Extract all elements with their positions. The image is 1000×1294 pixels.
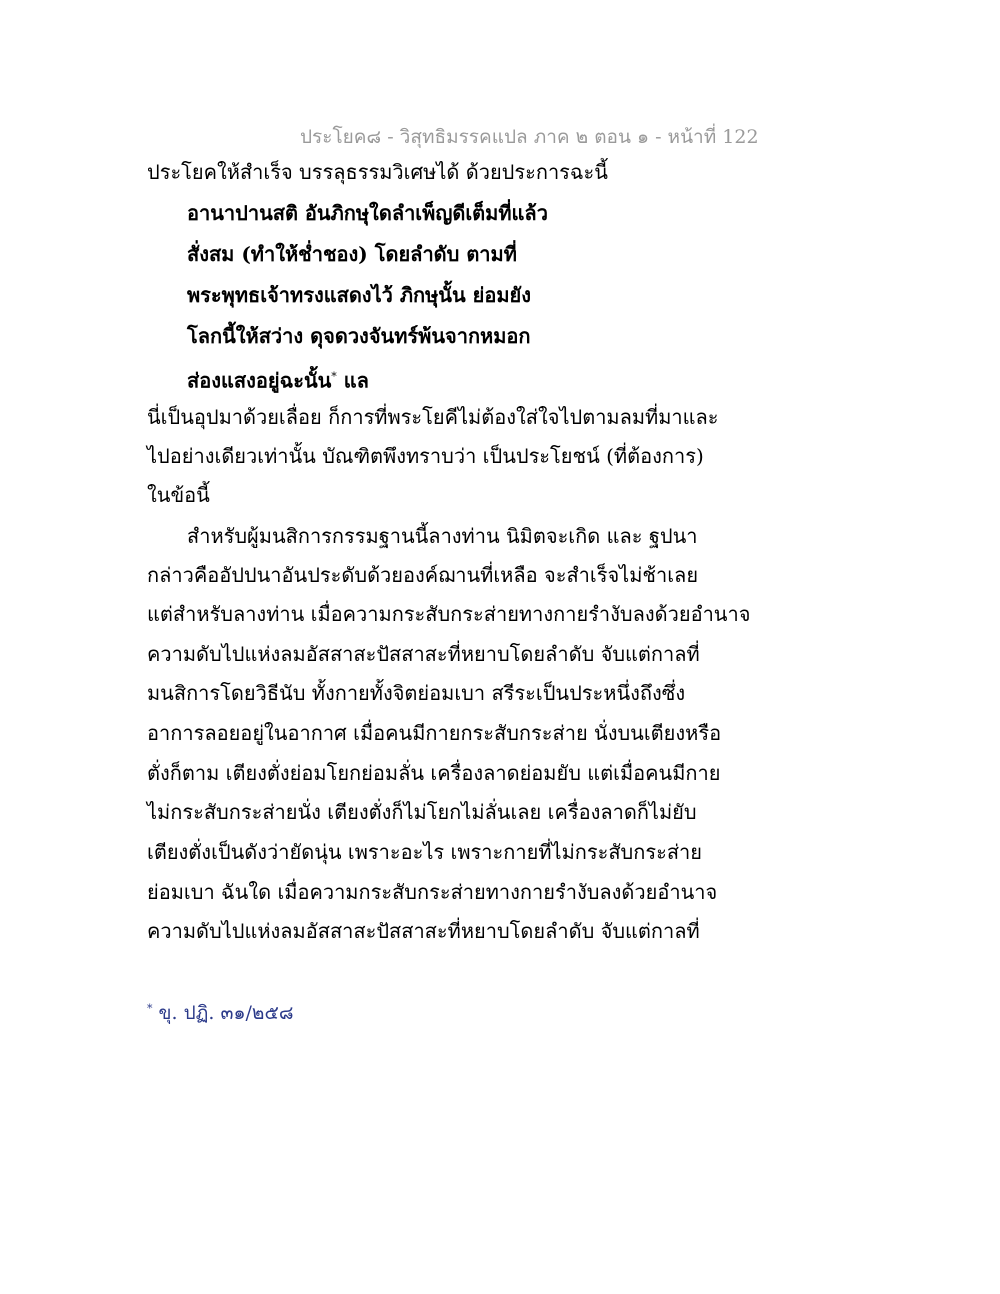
paragraph-first-line: สำหรับผู้มนสิการกรรมฐานนี้ลางท่าน นิมิตจะเกิด และ ฐปนา [187, 524, 698, 548]
body-line: แต่สำหรับลางท่าน เมื่อความกระสับกระส่ายทางกายรำงับลงด้วยอำนาจ [147, 602, 751, 626]
verse-line: อานาปานสติ อันภิกษุใดลำเพ็ญดีเต็มที่แล้ว [187, 201, 548, 225]
body-line: เตียงตั่งเป็นดังว่ายัดนุ่น เพราะอะไร เพราะกายที่ไม่กระสับกระส่าย [147, 840, 702, 864]
body-line: ตั่งก็ตาม เตียงตั่งย่อมโยกย่อมลั่น เครื่องลาดย่อมยับ แต่เมื่อคนมีกาย [147, 761, 721, 785]
body-line: ไม่กระสับกระส่ายนั่ง เตียงตั่งก็ไม่โยกไม่ลั่นเลย เครื่องลาดก็ไม่ยับ [147, 800, 697, 824]
verse-line: สั่งสม (ทำให้ช่ำชอง) โดยลำดับ ตามที่ [187, 242, 517, 266]
body-line: ประโยคให้สำเร็จ บรรลุธรรมวิเศษได้ ด้วยประการฉะนี้ [147, 160, 608, 184]
body-line: ความดับไปแห่งลมอัสสาสะปัสสาสะที่หยาบโดยลำดับ จับแต่กาลที่ [147, 642, 700, 666]
body-line: กล่าวคืออัปปนาอันประดับด้วยองค์ฌานที่เหลือ จะสำเร็จไม่ช้าเลย [147, 563, 699, 587]
verse-line: พระพุทธเจ้าทรงแสดงไว้ ภิกษุนั้น ย่อมยัง [187, 283, 532, 307]
footnote-text: ขุ. ปฏิ. ๓๑/๒๕๘ [158, 1002, 294, 1024]
footnote-marker: * [147, 1001, 153, 1015]
verse-text: ส่องแสงอยู่ฉะนั้น [187, 368, 332, 393]
verse-line: โลกนี้ให้สว่าง ดุจดวงจันทร์พ้นจากหมอก [187, 324, 531, 348]
verse-line-last [187, 365, 369, 393]
running-header: ประโยค๘ - วิสุทธิมรรคแปล ภาค ๒ ตอน ๑ - หน้าที่ 122 [300, 126, 759, 148]
footnote [147, 998, 293, 1028]
body-line: มนสิการโดยวิธีนับ ทั้งกายทั้งจิตย่อมเบา สรีระเป็นประหนึ่งถึงซึ่ง [147, 681, 686, 705]
body-line: อาการลอยอยู่ในอากาศ เมื่อคนมีกายกระสับกระส่าย นั่งบนเตียงหรือ [147, 721, 722, 745]
verse-text-end: แล [336, 368, 369, 393]
body-line: ความดับไปแห่งลมอัสสาสะปัสสาสะที่หยาบโดยลำดับ จับแต่กาลที่ [147, 919, 700, 943]
body-line: ในข้อนี้ [147, 483, 210, 507]
footnote-reference: * [331, 370, 337, 383]
body-line: นี่เป็นอุปมาด้วยเลื่อย ก็การที่พระโยคีไม่ต้องใส่ใจไปตามลมที่มาและ [147, 405, 719, 429]
body-line: ย่อมเบา ฉันใด เมื่อความกระสับกระส่ายทางกายรำงับลงด้วยอำนาจ [147, 880, 718, 904]
body-line: ไปอย่างเดียวเท่านั้น บัณฑิตพึงทราบว่า เป็นประโยชน์ (ที่ต้องการ) [147, 444, 704, 468]
